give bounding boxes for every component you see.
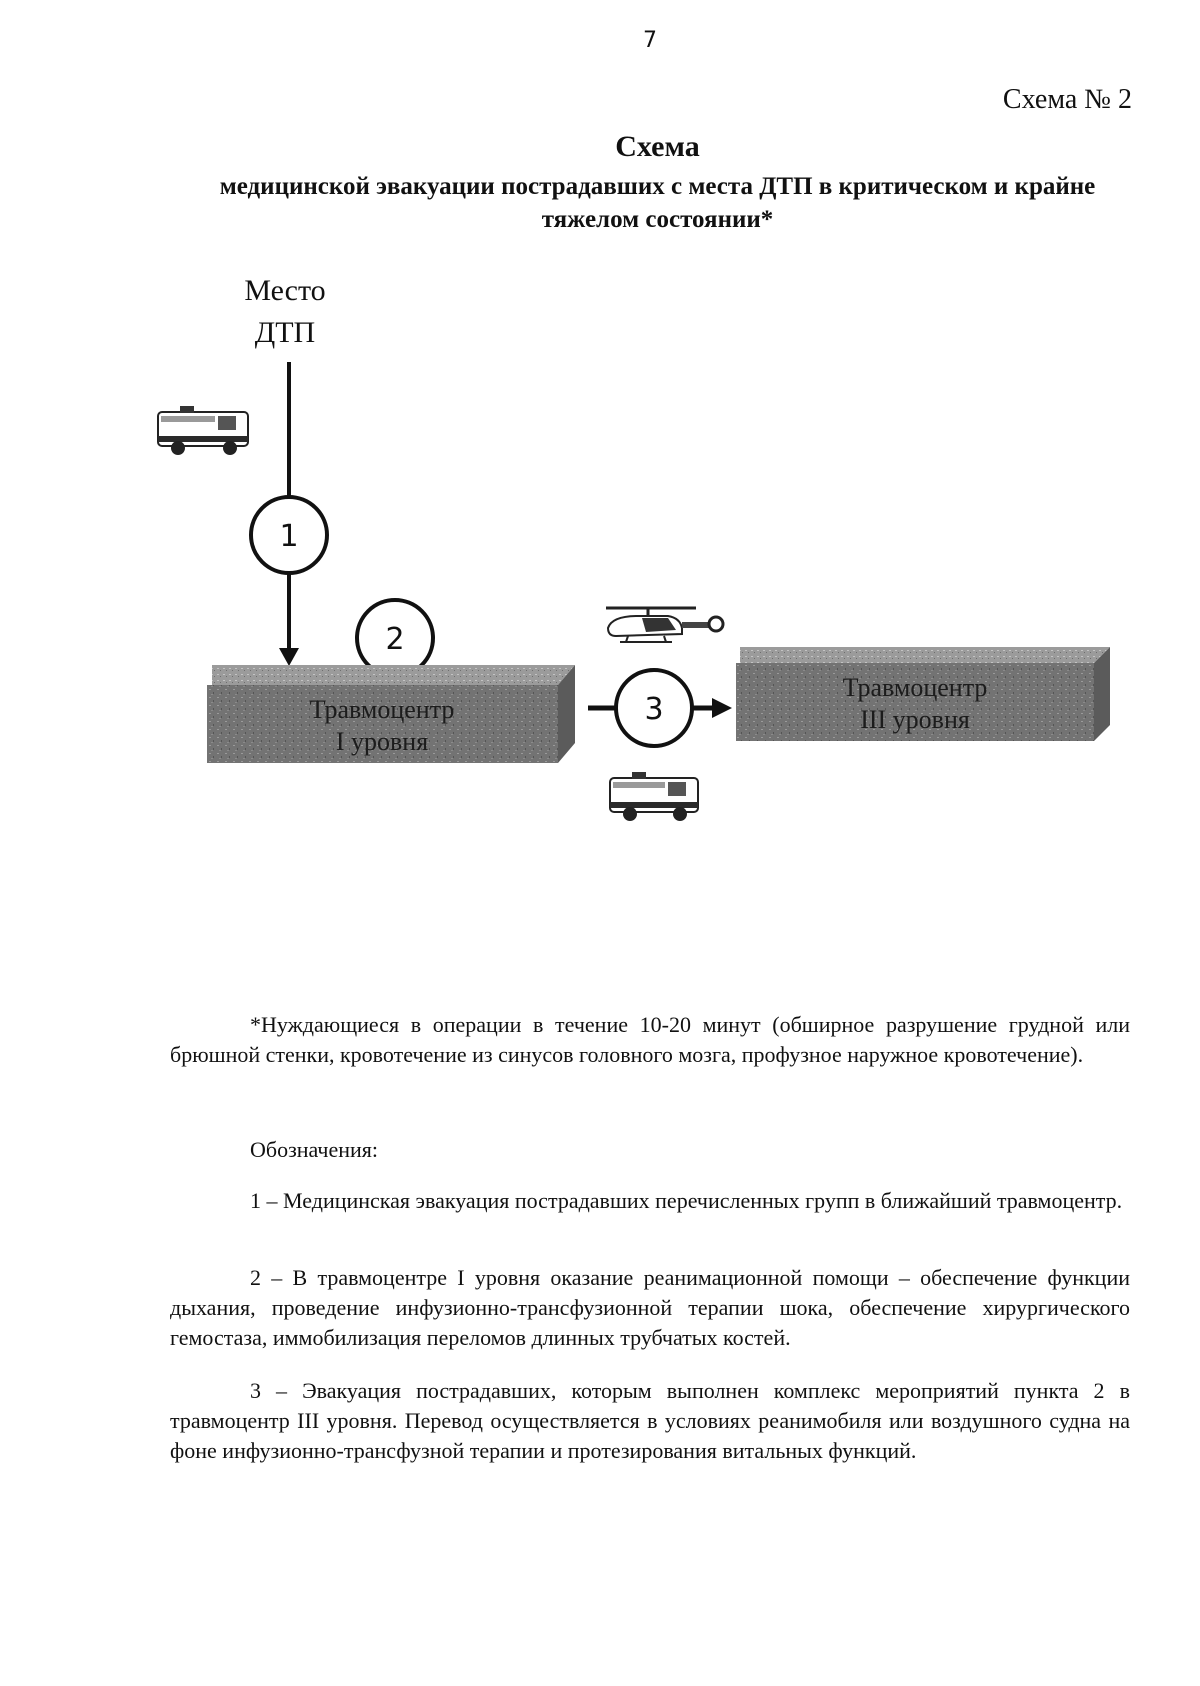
trauma-center-level-1 [207,665,575,763]
legend-item-1 [170,1186,1130,1216]
page-number: 7 [643,28,657,53]
right-box-line2: III уровня [860,705,970,734]
accident-place-line1: Место [244,274,326,307]
right-box-line1: Травмоцентр [842,673,988,702]
step-1-number: 1 [279,519,299,554]
accident-place-line2: ДТП [254,316,316,349]
page-title: Схема [615,130,700,163]
footnote [170,1010,1130,1070]
legend-item-3-text: 3 – Эвакуация пострадавших, которым выполнен комплекс мероприятий пункта 2 в травмоцентр III уровня. Перевод осуществляется в условиях реанимобиля или воздушного судна на фоне инфузионно-трансфузной терапии и протезирования витальных функций. [170,1378,1130,1463]
right-box-side [1094,647,1110,741]
arrow-head-down [279,648,299,666]
footnote-text: *Нуждающиеся в операции в течение 10-20 минут (обширное разрушение грудной или брюшной стенки, кровотечение из синусов головного мозга, профузное наружное кровотечение). [170,1012,1130,1067]
step-2-number: 2 [385,622,405,657]
left-box-line2: I уровня [335,727,429,756]
legend-title: Обозначения: [250,1137,379,1162]
legend-item-3 [170,1376,1130,1466]
left-box-line1: Травмоцентр [309,695,455,724]
ambulance-icon [610,772,698,821]
accident-place-label [215,270,355,354]
left-box-top [212,665,575,685]
legend-item-2 [170,1263,1130,1353]
ambulance-icon [158,406,248,455]
page-subtitle: медицинской эвакуации пострадавших с места ДТП в критическом и крайне тяжелом состоянии* [219,173,1096,233]
legend-item-2-text: 2 – В травмоцентре I уровня оказание реанимационной помощи – обеспечение функции дыхания, проведение инфузионно-трансфузионной терапии шока, обеспечение хирургического гемостаза, иммобилизация переломов длинных трубчатых костей. [170,1265,1130,1350]
scheme-label: Схема № 2 [1002,84,1132,115]
legend-item-1-text: 1 – Медицинская эвакуация пострадавших перечисленных групп в ближайший травмоцентр. [250,1188,1123,1213]
step-3-number: 3 [644,692,664,727]
evacuation-diagram [0,360,1200,900]
arrow-head-right [712,698,732,718]
trauma-center-level-3 [736,647,1110,741]
helicopter-icon [606,608,723,642]
right-box-top [740,647,1110,663]
